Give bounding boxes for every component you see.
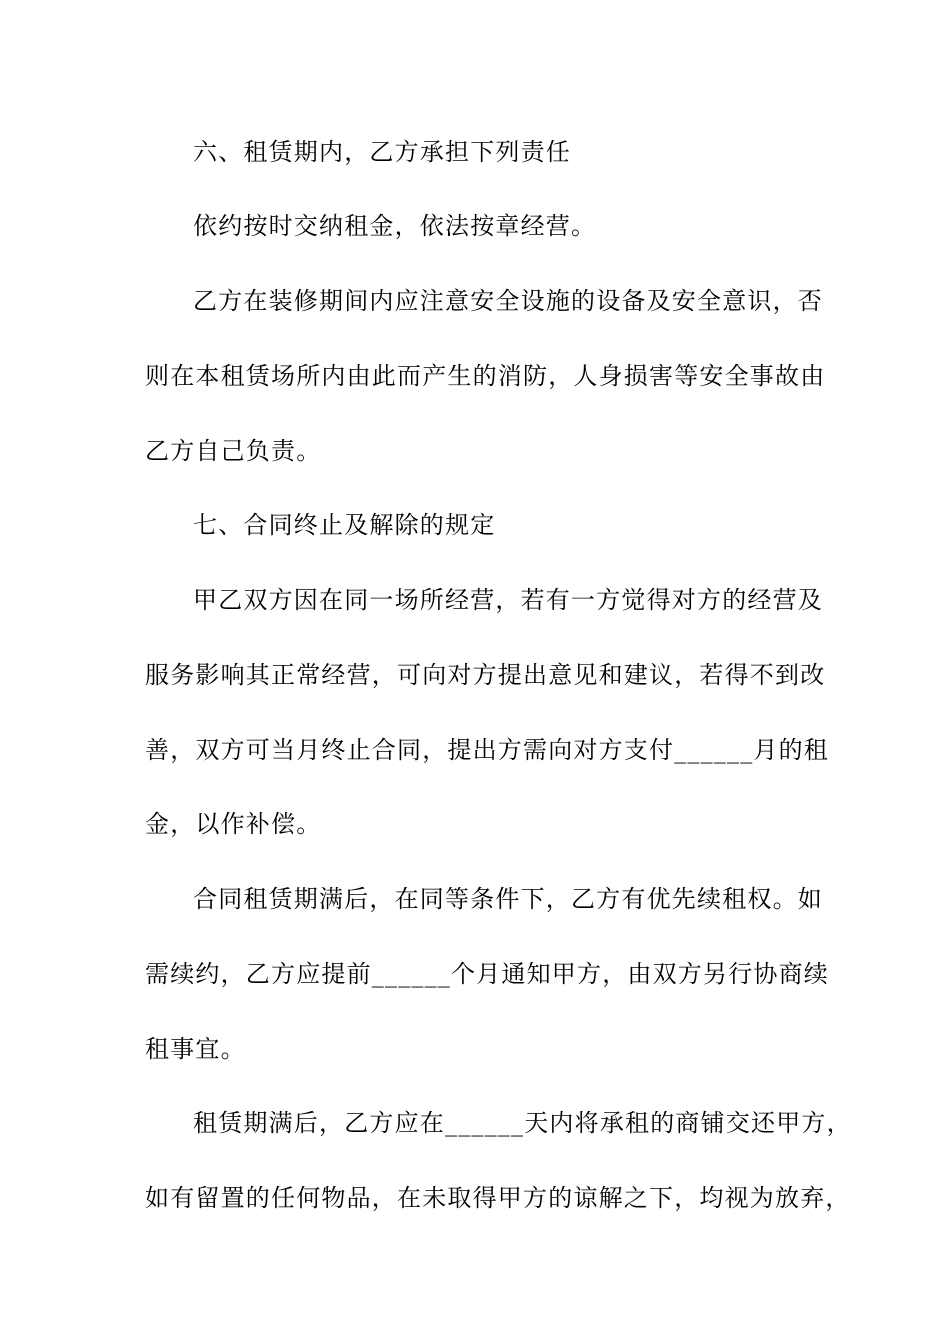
paragraph-line: 租事宜。 bbox=[145, 1035, 246, 1063]
paragraph-line: 乙方自己负责。 bbox=[145, 437, 322, 465]
paragraph-line: 善，双方可当月终止合同，提出方需向对方支付______月的租 bbox=[145, 736, 829, 764]
paragraph-line: 服务影响其正常经营，可向对方提出意见和建议，若得不到改 bbox=[145, 661, 826, 689]
paragraph-line: 需续约，乙方应提前______个月通知甲方，由双方另行协商续 bbox=[145, 960, 829, 988]
paragraph-line: 租赁期满后，乙方应在______天内将承租的商铺交还甲方， bbox=[193, 1109, 852, 1137]
paragraph-line: 依约按时交纳租金，依法按章经营。 bbox=[193, 212, 597, 240]
section-heading-six: 六、租赁期内，乙方承担下列责任 bbox=[193, 138, 571, 166]
paragraph-line: 金，以作补偿。 bbox=[145, 810, 322, 838]
paragraph-line: 则在本租赁场所内由此而产生的消防，人身损害等安全事故由 bbox=[145, 362, 826, 390]
section-heading-seven: 七、合同终止及解除的规定 bbox=[193, 511, 496, 539]
paragraph-line: 合同租赁期满后，在同等条件下，乙方有优先续租权。如 bbox=[193, 885, 823, 913]
paragraph-line: 如有留置的任何物品，在未取得甲方的谅解之下，均视为放弃， bbox=[145, 1184, 851, 1212]
paragraph-line: 乙方在装修期间内应注意安全设施的设备及安全意识，否 bbox=[193, 287, 823, 315]
paragraph-line: 甲乙双方因在同一场所经营，若有一方觉得对方的经营及 bbox=[193, 586, 823, 614]
